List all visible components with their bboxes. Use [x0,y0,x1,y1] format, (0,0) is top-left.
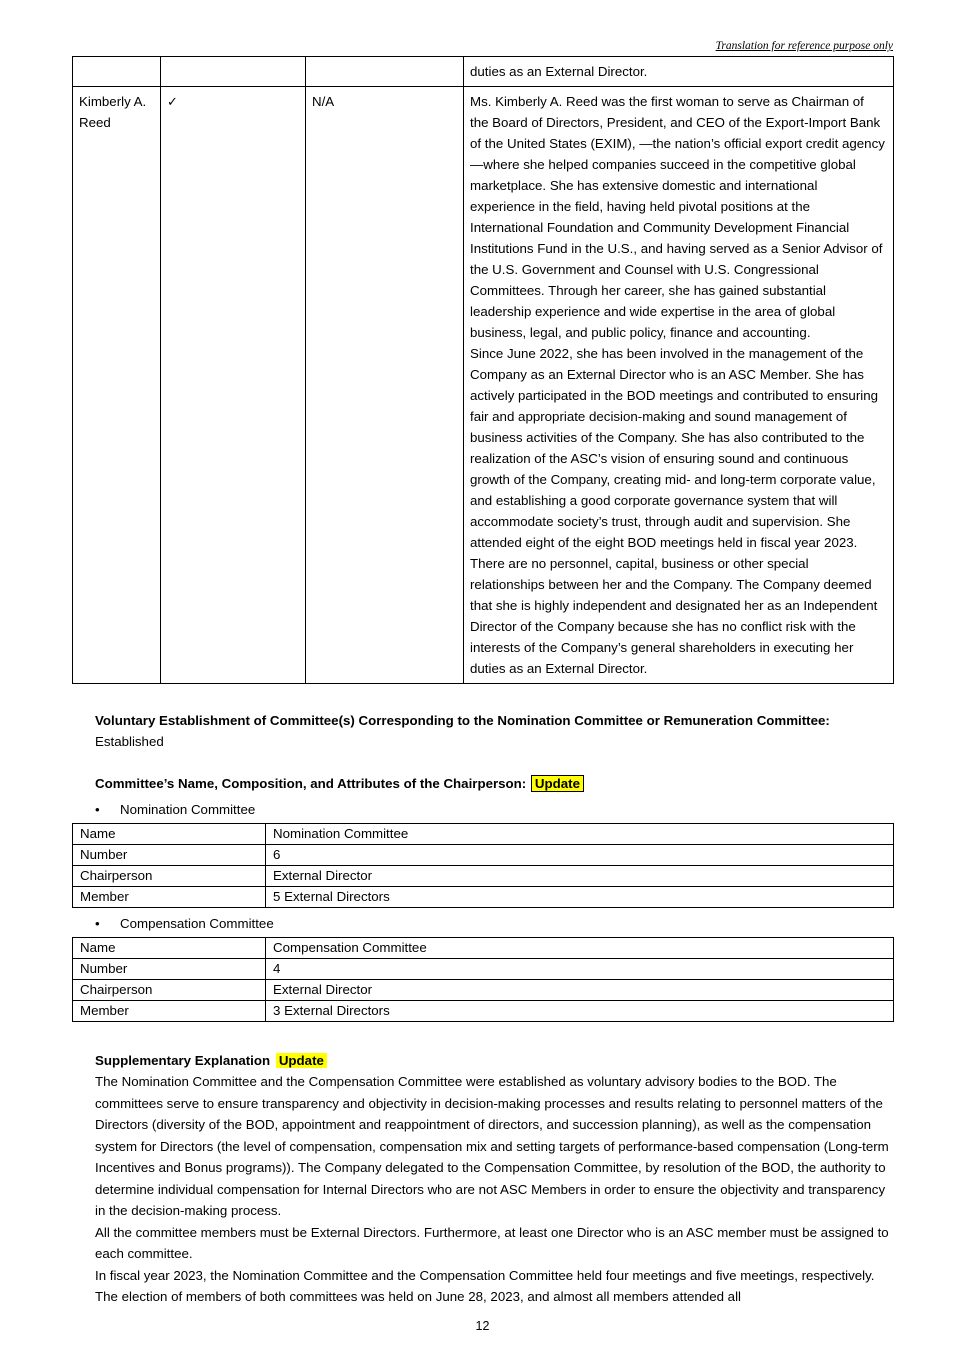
supplementary-paragraph: In fiscal year 2023, the Nomination Committee and the Compensation Committee held four meetings and five meetings, respectively. The election of members of both committees was held on June 28, 2023, and almost all members attended all [95,1267,875,1304]
row-value: 6 [266,845,894,866]
prev-row-tail: duties as an External Director. [464,57,894,87]
row-label: Member [73,887,266,908]
checkmark-icon: ✓ [161,87,306,684]
nomination-committee-bullet-line [95,800,893,820]
row-value: 4 [266,959,894,980]
supplementary-heading-line [95,1050,893,1071]
director-name-cell: Kimberly A. Reed [73,87,161,684]
committee-attributes-heading: Committee’s Name, Composition, and Attributes of the Chairperson: [95,776,527,791]
table-row [73,938,894,959]
row-label: Chairperson [73,866,266,887]
translation-note: Translation for reference purpose only [715,40,893,52]
row-value: 5 External Directors [266,887,894,908]
table-row [73,1001,894,1022]
row-label: Number [73,845,266,866]
supplementary-section [95,1050,893,1308]
committee-attributes-heading-line [95,773,893,794]
row-label: Number [73,959,266,980]
update-badge: Update [532,776,583,791]
compensation-committee-table [72,937,894,1022]
table-row [73,866,894,887]
table-row [73,959,894,980]
row-value: Compensation Committee [266,938,894,959]
table-row [73,887,894,908]
supplementary-paragraph: The Nomination Committee and the Compensation Committee were established as voluntary advisory bodies to the BOD. The committees serve to ensure transparency and objectivity in decision-making processes and results relating to personnel matters of the Directors (diversity of the BOD, appointment and reappointment of directors, and succession planning), as well as the compensation system for Directors (the level of compensation, compensation mix and setting targets of performance-based compensation (Long-term Incentives and Bonus programs)). The Company delegated to the Compensation Committee, by resolution of the BOD, the authority to determine individual compensation for Internal Directors who are not ASC Members in order to ensure the objectivity and transparency in the decision-making process. [95,1074,889,1218]
supplementary-paragraph: All the committee members must be External Directors. Furthermore, at least one Director who is an ASC member must be assigned to each committee. [95,1224,889,1261]
supplementary-heading: Supplementary Explanation [95,1053,271,1068]
empty-cell [73,57,161,87]
compensation-committee-bullet-line [95,914,893,934]
row-label: Name [73,938,266,959]
bio-paragraph: There are no personnel, capital, business or other special relationships between her and the Company. The Company deemed that she is highly independent and designated her as an Independent Director of the Company because she has no conflict risk with the interests of the Company’s general shareholders in executing her duties as an External Director. [470,556,878,676]
table-row [73,845,894,866]
update-badge: Update [276,1053,327,1068]
table-row [73,57,894,87]
bio-paragraph: Since June 2022, she has been involved in the management of the Company as an External Director who is an ASC Member. She has actively participated in the BOD meetings and contributed to ensuring fair and appropriate decision-making and sound management of business activities of the Company. She has also contributed to the realization of the ASC’s vision of ensuring sound and continuous growth of the Company, creating mid- and long-term corporate value, and establishing a good corporate governance system that will accommodate society’s trust, through audit and supervision. She attended eight of the eight BOD meetings held in fiscal year 2023. [470,346,879,550]
row-label: Name [73,824,266,845]
bullet-icon: • [95,802,100,817]
page-number: 12 [475,1319,490,1333]
empty-cell [161,57,306,87]
row-label: Member [73,1001,266,1022]
nomination-committee-table [72,823,894,908]
row-value: External Director [266,980,894,1001]
row-value: External Director [266,866,894,887]
bullet-icon: • [95,916,100,931]
voluntary-establishment-value: Established [95,734,164,749]
supplementary-paragraphs [95,1071,893,1308]
empty-cell [306,57,464,87]
bullet-label: Compensation Committee [120,916,274,931]
bullet-label: Nomination Committee [120,802,256,817]
bio-paragraph: Ms. Kimberly A. Reed was the first woman to serve as Chairman of the Board of Directors, President, and CEO of the Export-Import Bank of the United States (EXIM), —the nation’s official export credit agency—where she helped companies succeed in the competitive global marketplace. She has extensive domestic and international experience in the field, having held pivotal positions at the International Foundation and Community Development Financial Institutions Fund in the U.S., and having served as a Senior Advisor of the U.S. Government and Counsel with U.S. Congressional Committees. Through her career, she has gained substantial leadership experience and wide expertise in the area of global business, legal, and public policy, finance and accounting. [470,94,885,340]
director-bio-cell [464,87,894,684]
na-cell: N/A [306,87,464,684]
table-row [73,824,894,845]
row-label: Chairperson [73,980,266,1001]
voluntary-establishment-section [95,710,893,752]
voluntary-establishment-heading: Voluntary Establishment of Committee(s) Corresponding to the Nomination Committee or Remuneration Committee: [95,713,830,728]
director-table [72,56,894,684]
row-value: Nomination Committee [266,824,894,845]
table-row [73,87,894,684]
row-value: 3 External Directors [266,1001,894,1022]
table-row [73,980,894,1001]
